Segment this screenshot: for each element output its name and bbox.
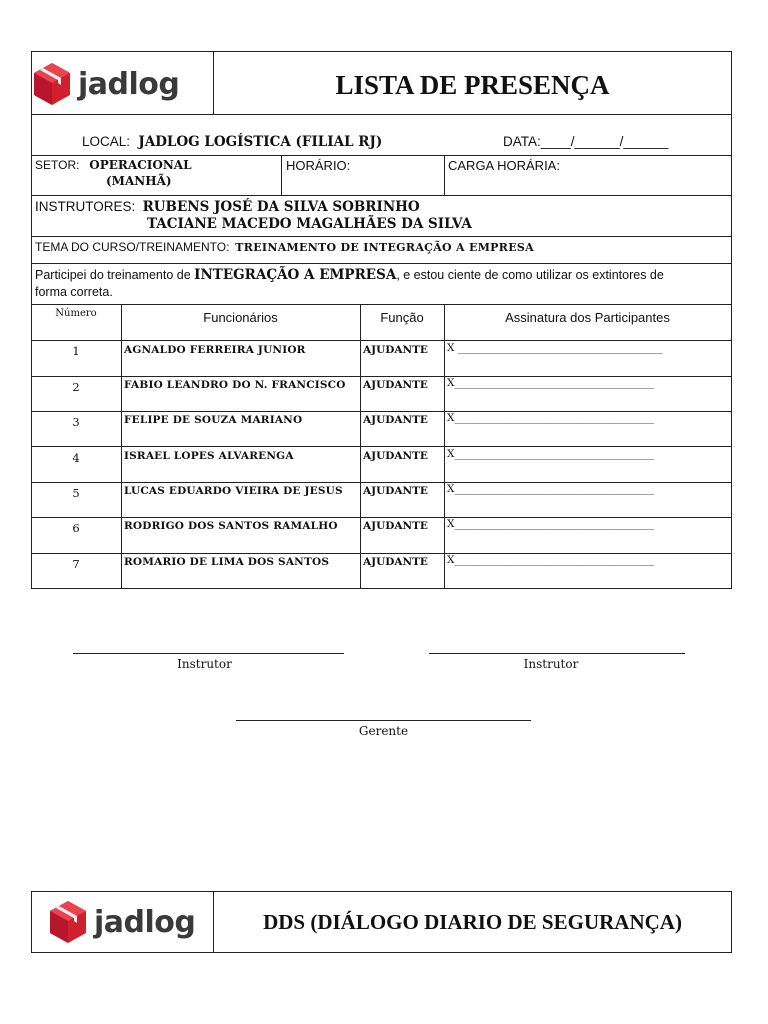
row-7-number: 7 — [72, 557, 80, 571]
jadlog-wordmark: jadlog — [78, 66, 180, 102]
jadlog-logo-footer — [48, 899, 195, 945]
row-2-function: AJUDANTE — [363, 379, 428, 391]
row-3-name: FELIPE DE SOUZA MARIANO — [124, 414, 303, 426]
local-value: JADLOG LOGÍSTICA (FILIAL RJ) — [138, 134, 383, 150]
statement: Participei do treinamento de INTEGRAÇÃO A EMPRESA, e estou ciente de como utilizar os extintores de forma correta. — [35, 267, 664, 299]
instrutor-right-signature-line[interactable] — [429, 653, 685, 654]
row-3-function: AJUDANTE — [363, 414, 428, 426]
row-2-name: FABIO LEANDRO DO N. FRANCISCO — [124, 379, 346, 391]
row-5-name: LUCAS EDUARDO VIEIRA DE JESUS — [124, 485, 343, 497]
row-1-number: 1 — [72, 344, 80, 358]
row-3-number: 3 — [72, 415, 80, 429]
jadlog-logo — [32, 61, 179, 107]
instrutor-left-signature-line[interactable] — [73, 653, 344, 654]
row-7-function: AJUDANTE — [363, 556, 428, 568]
tema-value: TREINAMENTO DE INTEGRAÇÃO A EMPRESA — [235, 241, 534, 254]
row-3-signature[interactable]: X______________________________________ — [447, 412, 654, 424]
gerente-label: Gerente — [358, 724, 409, 738]
local-row: LOCAL: JADLOG LOGÍSTICA (FILIAL RJ) — [82, 134, 383, 150]
col-header-numero: Número — [55, 308, 97, 319]
instrutor-1: RUBENS JOSÉ DA SILVA SOBRINHO — [142, 199, 420, 215]
tema-row: TEMA DO CURSO/TREINAMENTO: TREINAMENTO DE INTEGRAÇÃO A EMPRESA — [35, 240, 534, 254]
instrutor-right-label: Instrutor — [523, 657, 579, 671]
instrutor-left-label: Instrutor — [177, 657, 232, 671]
row-4-number: 4 — [72, 451, 80, 465]
row-4-name: ISRAEL LOPES ALVARENGA — [124, 450, 294, 462]
row-1-function: AJUDANTE — [363, 344, 428, 356]
row-4-signature[interactable]: X______________________________________ — [447, 448, 654, 460]
row-5-number: 5 — [72, 486, 80, 500]
footer-title: DDS (DIÁLOGO DIARIO DE SEGURANÇA) — [263, 910, 682, 934]
col-header-funcao: Função — [380, 310, 424, 325]
row-1-name: AGNALDO FERREIRA JUNIOR — [124, 344, 306, 356]
col-header-funcionarios: Funcionários — [203, 310, 278, 325]
instrutores-row: INSTRUTORES: RUBENS JOSÉ DA SILVA SOBRINHO — [35, 199, 420, 215]
instrutor-2: TACIANE MACEDO MAGALHÃES DA SILVA — [147, 216, 472, 232]
col-header-assinatura: Assinatura dos Participantes — [505, 310, 670, 325]
setor-cell: SETOR: OPERACIONAL — [35, 158, 192, 172]
row-2-signature[interactable]: X______________________________________ — [447, 377, 654, 389]
row-7-name: ROMARIO DE LIMA DOS SANTOS — [124, 556, 330, 568]
row-5-function: AJUDANTE — [363, 485, 428, 497]
jadlog-cube-icon — [32, 61, 72, 107]
row-1-signature[interactable]: X _______________________________________ — [447, 342, 663, 354]
page-title: LISTA DE PRESENÇA — [335, 70, 610, 100]
jadlog-cube-icon — [48, 899, 88, 945]
row-5-signature[interactable]: X______________________________________ — [447, 483, 654, 495]
carga-horaria-label: CARGA HORÁRIA: — [448, 158, 560, 173]
gerente-signature-line[interactable] — [236, 720, 531, 721]
row-6-name: RODRIGO DOS SANTOS RAMALHO — [124, 520, 338, 532]
row-4-function: AJUDANTE — [363, 450, 428, 462]
row-6-signature[interactable]: X______________________________________ — [447, 518, 654, 530]
row-6-function: AJUDANTE — [363, 520, 428, 532]
horario-label: HORÁRIO: — [286, 158, 351, 173]
jadlog-wordmark: jadlog — [94, 904, 196, 940]
setor-value-2: (MANHÃ) — [106, 174, 172, 188]
date-field[interactable]: DATA:____/______/______ — [503, 134, 669, 149]
row-6-number: 6 — [72, 521, 80, 535]
row-7-signature[interactable]: X______________________________________ — [447, 554, 654, 566]
row-2-number: 2 — [72, 380, 80, 394]
